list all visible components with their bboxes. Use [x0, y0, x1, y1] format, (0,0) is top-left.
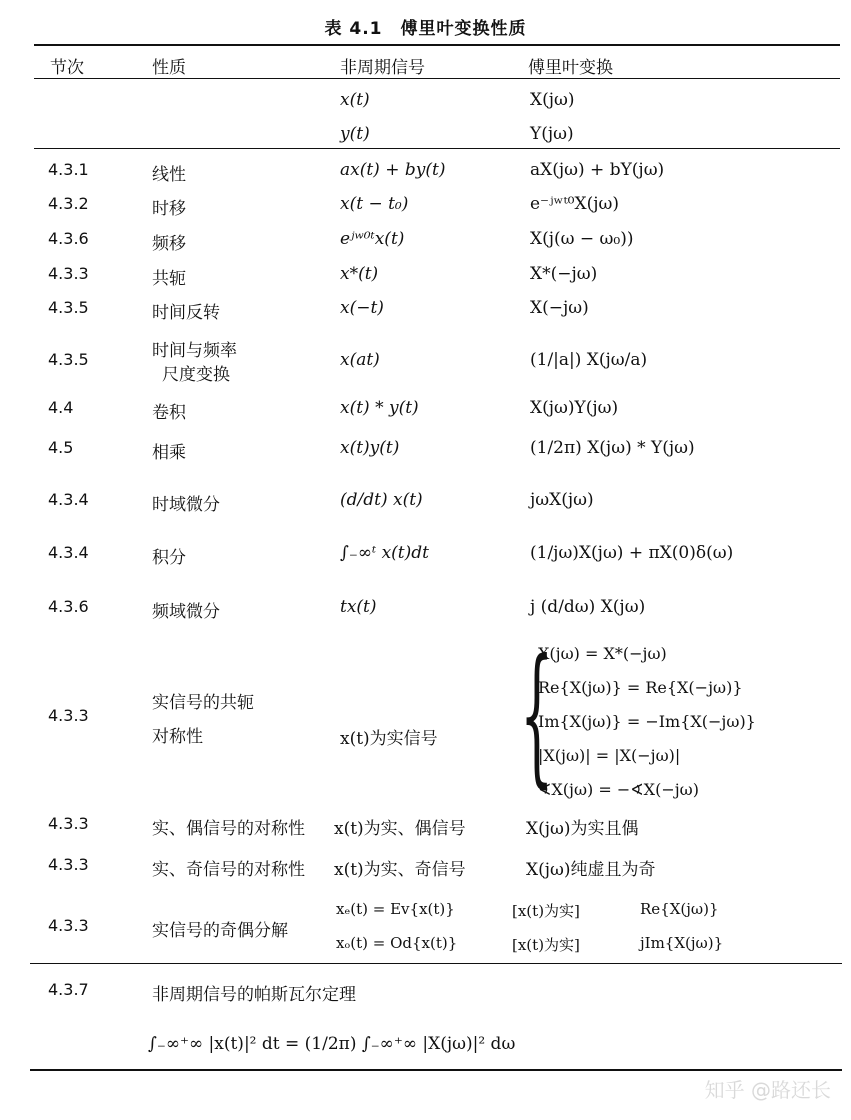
property-name: 时移: [152, 199, 186, 219]
signal-expr: eʲʷ⁰ᵗx(t): [340, 229, 405, 249]
header-rule: [34, 78, 840, 79]
property-name: 非周期信号的帕斯瓦尔定理: [152, 985, 356, 1005]
property-name: 时间反转: [152, 303, 220, 323]
section-number: 4.3.1: [48, 160, 89, 179]
signal-expr: x(t)为实、偶信号: [334, 819, 466, 839]
odd-condition: [x(t)为实]: [512, 936, 580, 954]
parseval-formula: ∫₋∞⁺∞ |x(t)|² dt = (1/2π) ∫₋∞⁺∞ |X(jω)|² dω: [148, 1034, 516, 1054]
property-name: 频移: [152, 234, 186, 254]
property-name: 相乘: [152, 443, 186, 463]
property-name: 频域微分: [152, 602, 220, 622]
signal-expr: (d/dt) x(t): [340, 490, 423, 510]
base-transform: Y(jω): [530, 124, 574, 144]
section-number: 4.3.6: [48, 229, 89, 248]
symmetry-line: ∢X(jω) = −∢X(−jω): [538, 780, 699, 799]
property-name: 实信号的奇偶分解: [152, 921, 288, 941]
section-number: 4.5: [48, 438, 74, 457]
mid-rule: [34, 148, 840, 149]
property-name: 积分: [152, 548, 186, 568]
header-signal: 非周期信号: [340, 58, 425, 78]
section-number: 4.3.2: [48, 194, 89, 213]
signal-expr: x(t − t₀): [340, 194, 409, 214]
section-number: 4.3.3: [48, 814, 89, 833]
even-condition: [x(t)为实]: [512, 902, 580, 920]
section-number: 4.3.3: [48, 264, 89, 283]
property-name: 共轭: [152, 269, 186, 289]
section-number: 4.3.3: [48, 706, 89, 725]
property-name: 实、奇信号的对称性: [152, 860, 305, 880]
section-number: 4.3.6: [48, 597, 89, 616]
symmetry-line: Re{X(jω)} = Re{X(−jω)}: [538, 678, 743, 697]
property-name: 实、偶信号的对称性: [152, 819, 305, 839]
signal-expr: x(−t): [340, 298, 384, 318]
signal-expr: x(t) * y(t): [340, 398, 419, 418]
base-signal: x(t): [340, 90, 370, 110]
even-part-expr: xₑ(t) = Ev{x(t)}: [336, 900, 455, 918]
transform-expr: (1/jω)X(jω) + πX(0)δ(ω): [530, 543, 734, 563]
signal-expr: x(t)为实信号: [340, 729, 438, 749]
header-property: 性质: [152, 58, 186, 78]
property-name: 线性: [152, 165, 186, 185]
signal-expr: ∫₋∞ᵗ x(t)dt: [340, 543, 429, 563]
base-transform: X(jω): [530, 90, 575, 110]
header-section: 节次: [50, 58, 84, 78]
base-signal: y(t): [340, 124, 370, 144]
signal-expr: x(at): [340, 350, 380, 370]
page-title: 表 4.1 傅里叶变换性质: [324, 19, 527, 39]
section-number: 4.3.5: [48, 350, 89, 369]
transform-expr: aX(jω) + bY(jω): [530, 160, 665, 180]
section-number: 4.3.4: [48, 543, 89, 562]
transform-expr: e⁻ʲʷᵗ⁰X(jω): [530, 194, 619, 214]
property-name-line2: 尺度变换: [162, 365, 230, 385]
section-number: 4.3.5: [48, 298, 89, 317]
symmetry-line: |X(jω)| = |X(−jω)|: [538, 746, 681, 765]
section-number: 4.3.4: [48, 490, 89, 509]
transform-expr: X(j(ω − ω₀)): [530, 229, 634, 249]
section-number: 4.3.7: [48, 980, 89, 999]
symmetry-line: X(jω) = X*(−jω): [538, 644, 667, 663]
transform-expr: (1/|a|) X(jω/a): [530, 350, 648, 370]
signal-expr: x*(t): [340, 264, 379, 284]
transform-expr: X(jω)纯虚且为奇: [526, 860, 656, 880]
transform-expr: jωX(jω): [530, 490, 594, 510]
section-number: 4.3.3: [48, 916, 89, 935]
top-rule: [34, 44, 840, 46]
left-brace-icon: {: [520, 628, 554, 802]
bottom-rule: [30, 1069, 842, 1071]
property-name-line2: 对称性: [152, 727, 203, 747]
property-name: 时间与频率: [152, 341, 237, 361]
parseval-rule: [30, 963, 842, 964]
transform-expr: X(jω)Y(jω): [530, 398, 619, 418]
transform-expr: (1/2π) X(jω) * Y(jω): [530, 438, 695, 458]
property-name: 实信号的共轭: [152, 693, 254, 713]
even-part-transform: Re{X(jω)}: [640, 900, 719, 918]
transform-expr: j (d/dω) X(jω): [530, 597, 646, 617]
property-name: 时域微分: [152, 495, 220, 515]
section-number: 4.3.3: [48, 855, 89, 874]
odd-part-transform: jIm{X(jω)}: [640, 934, 724, 952]
transform-expr: X(−jω): [530, 298, 589, 318]
property-name: 卷积: [152, 403, 186, 423]
header-transform: 傅里叶变换: [528, 58, 613, 78]
signal-expr: tx(t): [340, 597, 377, 617]
signal-expr: x(t)y(t): [340, 438, 400, 458]
symmetry-line: Im{X(jω)} = −Im{X(−jω)}: [538, 712, 756, 731]
section-number: 4.4: [48, 398, 74, 417]
signal-expr: x(t)为实、奇信号: [334, 860, 466, 880]
odd-part-expr: xₒ(t) = Od{x(t)}: [336, 934, 458, 952]
watermark: 知乎 @路还长: [704, 1078, 831, 1102]
signal-expr: ax(t) + by(t): [340, 160, 446, 180]
transform-expr: X(jω)为实且偶: [526, 819, 639, 839]
transform-expr: X*(−jω): [530, 264, 598, 284]
